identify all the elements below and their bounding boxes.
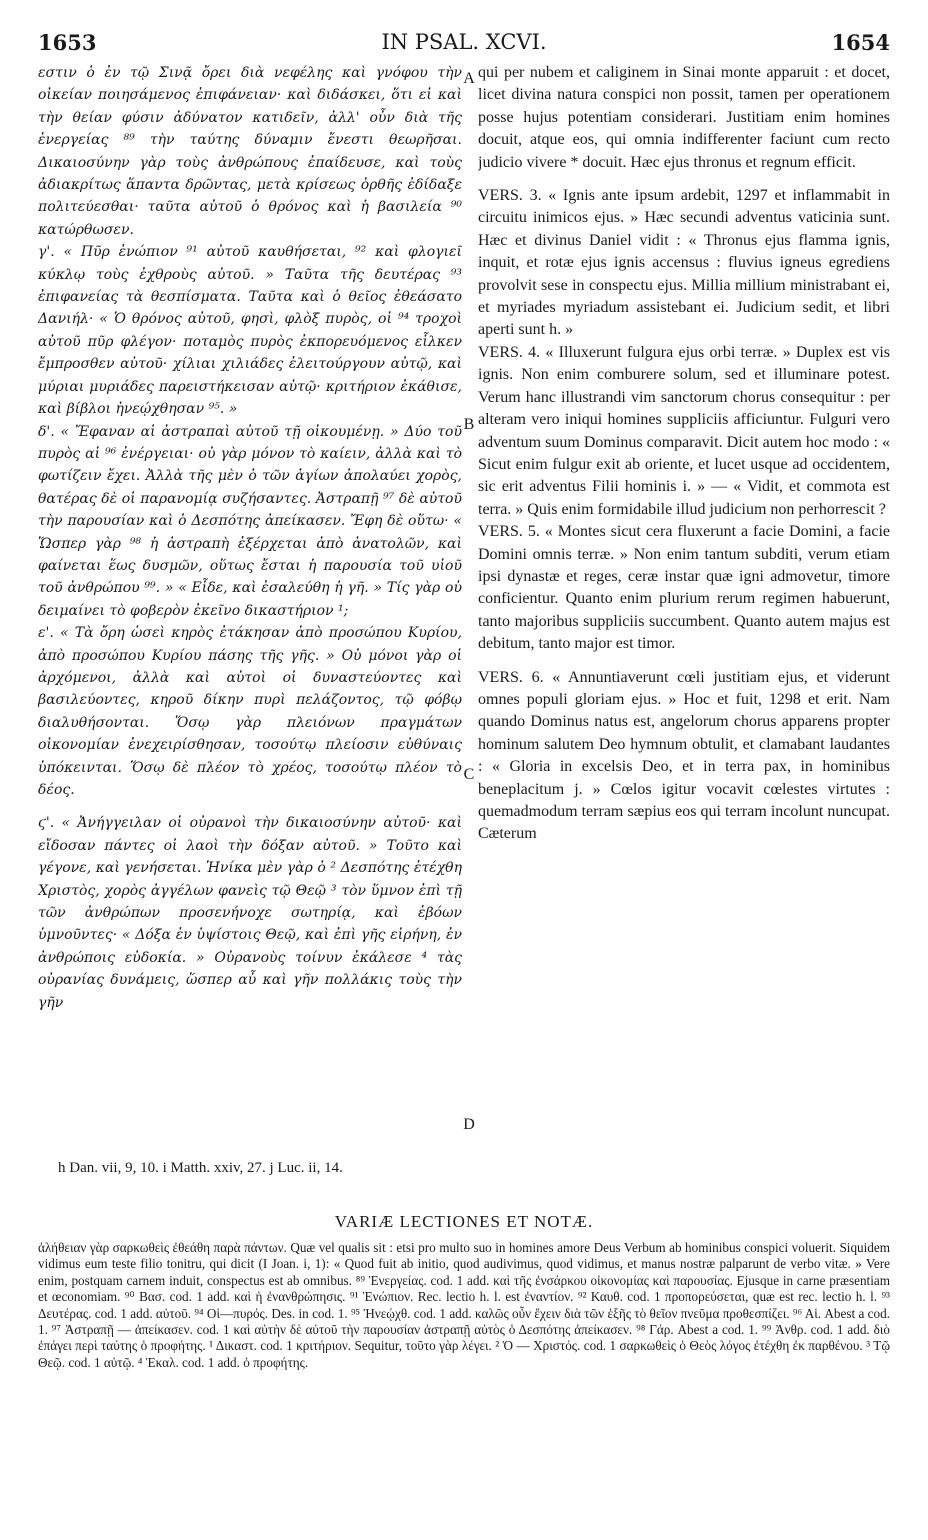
latin-paragraph-4: VERS. 5. « Montes sicut cera fluxerunt a facie Domini, a facie Domini omnis terræ. » Non enim tantum subditi, verum etiam ipsi dynastæ et reges, ceræ instar quæ igni admovetur, timore conficientur. Quanto enim plurium rerum regimen habuerunt, tanto majoribus suppliciis succumbent. Quanto autem majus est debitum, tanto major est timor. [478, 523, 890, 653]
greek-paragraph-4: ε'. « Τὰ ὄρη ὡσεὶ κηρὸς ἐτάκησαν ἀπὸ προσώπου Κυρίου, ἀπὸ προσώπου Κυρίου πάσης τῆς γῆς. » Οὐ μόνοι γὰρ οἱ ἀρχόμενοι, ἀλλὰ καὶ αὐτοὶ οἱ δυναστεύοντες καὶ βασιλεύοντες, κηροῦ δίκην πυρὶ πελάζοντος, τῷ φόβῳ διαλυθήσονται. Ὅσῳ γὰρ πλειόνων πραγμάτων οἰκονομίαν ἐνεχειρίσθησαν, τοσούτῳ πλείοσιν εὐθύναις ὑπόκεινται. Ὅσῳ δὲ πλέον τὸ χρέος, τοσούτῳ πλέον τὸ δέος. [38, 625, 462, 798]
margin-letter-d: D [463, 1116, 475, 1133]
greek-paragraph-3: δ'. « Ἔφαναν αἱ ἀστραπαὶ αὐτοῦ τῇ οἰκουμένῃ. » Δύο τοῦ πυρὸς αἱ ⁹⁶ ἐνέργειαι· οὐ γὰρ μόνον τὸ καίειν, ἀλλὰ καὶ τὸ φωτίζειν ἔχει. Ἀλλὰ τῆς μὲν ὁ τῶν ἁγίων ἀπολαύει χορὸς, θατέρας δὲ οἱ παρανομίᾳ συζήσαντες. Ἀστραπῇ ⁹⁷ δὲ αὐτοῦ τὴν παρουσίαν καὶ ὁ Δεσπότης ἀπείκασεν. Ἔφη δὲ οὕτω· « Ὥσπερ γὰρ ⁹⁸ ἡ ἀστραπὴ ἐξέρχεται ἀπὸ ἀνατολῶν, καὶ φαίνεται ἕως δυσμῶν, οὕτως ἔσται ἡ παρουσία τοῦ υἱοῦ τοῦ ἀνθρώπου ⁹⁹. » « Εἶδε, καὶ ἐσαλεύθη ἡ γῆ. » Τίς γὰρ οὐ δειμαίνει τὸ φοβερὸν ἐκεῖνο δικαστήριον ¹; [38, 423, 462, 619]
latin-paragraph-5: VERS. 6. « Annuntiaverunt cœli justitiam ejus, et viderunt omnes populi gloriam ejus. » Hoc et fuit, 1298 et erit. Nam quando Dominus natus est, angelorum chorus apparens propter hominum salutem Deo hymnum obtulit, et clamabant laudantes : « Gloria in excelsis Deo, et in terra pax, in hominibus beneplacitum j. » Cœlos igitur vocavit cœlestes virtutes : quemadmodum terram sæpius eos qui terram incolunt nuncupat. Cæterum [478, 668, 890, 843]
running-title: IN PSAL. XCVI. [381, 30, 547, 54]
variae-lectiones-heading: VARIÆ LECTIONES ET NOTÆ. [334, 1212, 594, 1231]
page-number-right: 1654 [831, 30, 890, 55]
variae-lectiones-notes: ἀλήθειαν γὰρ σαρκωθεὶς ἐθεάθη παρὰ πάντων. Quæ vel qualis sit : etsi pro multo suo in homines amore Deus Verbum ab hominibus conspici voluerit. Siquidem vidimus eum teste filio tonitru, qui dicit (I Joan. i, 1): « Quod fuit ab initio, quod audivimus, quod vidimus, et manus nostræ palparunt de verbo vitæ. » Vere enim, postquam carnem induit, conspectus est ab omnibus. ⁸⁹ Ἐνεργείας. cod. 1 add. καὶ τῆς ἐνσάρκου οἰκονομίας καὶ παρουσίας. Ejusque in carne præsentiam et œconomiam. ⁹⁰ Βασ. cod. 1 add. καὶ ἡ ἐνανθρώπησις. ⁹¹ Ἐνώπιον. Rec. lectio h. l. est ἐναντίον. ⁹² Καυθ. cod. 1 προπορεύσεται, quæ est rec. lectio h. l. ⁹³ Δευτέρας. cod. 1 add. αὐτοῦ. ⁹⁴ Οἱ—πυρός. Des. in cod. 1. ⁹⁵ Ἠνεῴχθ. cod. 1 add. καλῶς οὖν ἔχειν διὰ τῶν ἑξῆς τὸ θεῖον πνεῦμα προθεσπίζει. ⁹⁶ Αἱ. Abest a cod. 1. ⁹⁷ Ἀστραπῇ — ἀπείκασεν. cod. 1 καὶ αὐτὴν δὲ αὐτοῦ τὴν παρουσίαν ἀστραπῇ αὐτὸς ὁ Δεσπότης ἀπείκασεν. ⁹⁸ Γάρ. Abest a cod. 1. ⁹⁹ Ἀνθρ. cod. 1 add. διὸ ἐπάγει περὶ ταύτης ὁ προφήτης. ¹ Δικαστ. cod. 1 κριτήριον. Sequitur, τοῦτο γὰρ λέγει. ² Ὁ — Χριστός. cod. 1 σαρκωθεὶς ὁ Θεὸς λόγος ἐτέχθη ἐκ παρθένου. ³ Τῷ Θεῷ. cod. 1 αὐτῷ. ⁴ Ἐκαλ. cod. 1 add. ὁ προφήτης. [38, 1240, 890, 1370]
latin-column [478, 62, 890, 1142]
margin-letter-a: A [463, 70, 475, 87]
latin-paragraph-3: VERS. 4. « Illuxerunt fulgura ejus orbi terræ. » Duplex est vis ignis. Non enim comburere solum, sed et illuminare potest. Verum hanc illustrandi vim sanctorum chorus consequitur : per alteram vero iniqui homines suppliciis afficiuntur. Fulguri vero adventum suum Dominus comparavit. Dicit autem hoc modo : « Sicut enim fulgur exit ab oriente, et lucet usque ad occidentem, sic erit adventus Filii hominis i. » — « Vidit, et commota est terra. » Quis enim formidabile illud judicium non perhorrescit ? [478, 343, 890, 518]
paragraph-gap [478, 656, 890, 667]
page-header [38, 30, 890, 60]
paragraph-gap [478, 174, 890, 185]
latin-paragraph-2: VERS. 3. « Ignis ante ipsum ardebit, 1297 et inflammabit in circuitu inimicos ejus. » Hæc secundi adventus vaticinia sunt. Hæc et divinus Daniel vidit : « Thronus ejus flamma ignis, inquit, et rotæ ejus ignis accensus : fluvius igneus egrediens provolvit sese in conspectu ejus. Millia millium ministrabant ei, et myriades myriadum assistebant ei. Judicium sedit, et libri aperti sunt h. » [478, 187, 890, 339]
greek-paragraph-5: ϛ'. « Ἀνήγγειλαν οἱ οὐρανοὶ τὴν δικαιοσύνην αὐτοῦ· καὶ εἴδοσαν πάντες οἱ λαοὶ τὴν δόξαν αὐτοῦ. » Τοῦτο καὶ γέγονε, καὶ γενήσεται. Ἡνίκα μὲν γὰρ ὁ ² Δεσπότης ἐτέχθη Χριστὸς, χορὸς ἀγγέλων φανεὶς τῷ Θεῷ ³ τὸν ὕμνον ἐπὶ τῇ τῶν ἀνθρώπων προσενήνοχε σωτηρίᾳ, καὶ ἐβόων ὑμνοῦντες· « Δόξα ἐν ὑψίστοις Θεῷ, καὶ ἐπὶ γῆς εἰρήνη, ἐν ἀνθρώποις εὐδοκία. » Οὐρανοὺς τοίνυν ἐκάλεσε ⁴ τὰς οὐρανίας δυνάμεις, ὥσπερ αὖ καὶ γῆν πολλάκις τοὺς τὴν γῆν [38, 815, 462, 1011]
paragraph-gap [38, 801, 462, 812]
scripture-references: h Dan. vii, 9, 10. i Matth. xxiv, 27. j Luc. ii, 14. [58, 1160, 343, 1176]
greek-paragraph-2: γ'. « Πῦρ ἐνώπιον ⁹¹ αὐτοῦ καυθήσεται, ⁹² καὶ φλογιεῖ κύκλῳ τοὺς ἐχθροὺς αὐτοῦ. » Ταῦτα τῆς δευτέρας ⁹³ ἐπιφανείας τὰ θεσπίσματα. Ταῦτα καὶ ὁ θεῖος ἐθεάσατο Δανιήλ· « Ὁ θρόνος αὐτοῦ, φησὶ, φλὸξ πυρὸς, οἱ ⁹⁴ τροχοὶ αὐτοῦ πῦρ φλέγον· ποταμὸς πυρὸς ἐκπορευόμενος εἷλκεν ἔμπροσθεν αὐτοῦ· χίλιαι χιλιάδες ἐλειτούργουν αὐτῷ, καὶ μύριαι μυριάδες παρειστήκεισαν αὐτῷ· κριτήριον ἐκάθισε, καὶ βίβλοι ἠνεῴχθησαν ⁹⁵. » [38, 244, 462, 418]
margin-letter-b: B [463, 416, 475, 433]
margin-letter-c: C [463, 766, 475, 783]
latin-paragraph-1: qui per nubem et caliginem in Sinai monte apparuit : et docet, licet divina natura conspici non possit, tamen per operationem posse hujus potentiam considerari. Justitiam enim homines docuit, atque eos, qui omnia indifferenter faciunt cum recto judicio vivere * docuit. Hæc ejus thronus et regnum efficit. [478, 64, 890, 171]
greek-paragraph-1: εστιν ὁ ἐν τῷ Σινᾷ ὄρει διὰ νεφέλης καὶ γνόφου τὴν οἰκείαν ποιησάμενος ἐπιφάνειαν· καὶ διδάσκει, ὅτι εἰ καὶ τὴν θείαν φύσιν ἀδύνατον κατιδεῖν, ἀλλ' οὖν διὰ τῆς ἐνεργείας ⁸⁹ τὴν ταύτης δύναμιν ἔνεστι θεωρῆσαι. Δικαιοσύνην γὰρ τοὺς ἀνθρώπους ἐπαίδευσε, καὶ τοὺς ἀδιακρίτως ἅπαντα δρῶντας, μετὰ κρίσεως ὀρθῆς ἐδίδαξε πολιτεύεσθαι· ταῦτα αὐτοῦ ὁ θρόνος καὶ ἡ βασιλεία ⁹⁰ κατώρθωσεν. [38, 65, 462, 238]
greek-column [38, 62, 462, 1142]
page-number-left: 1653 [38, 30, 97, 55]
